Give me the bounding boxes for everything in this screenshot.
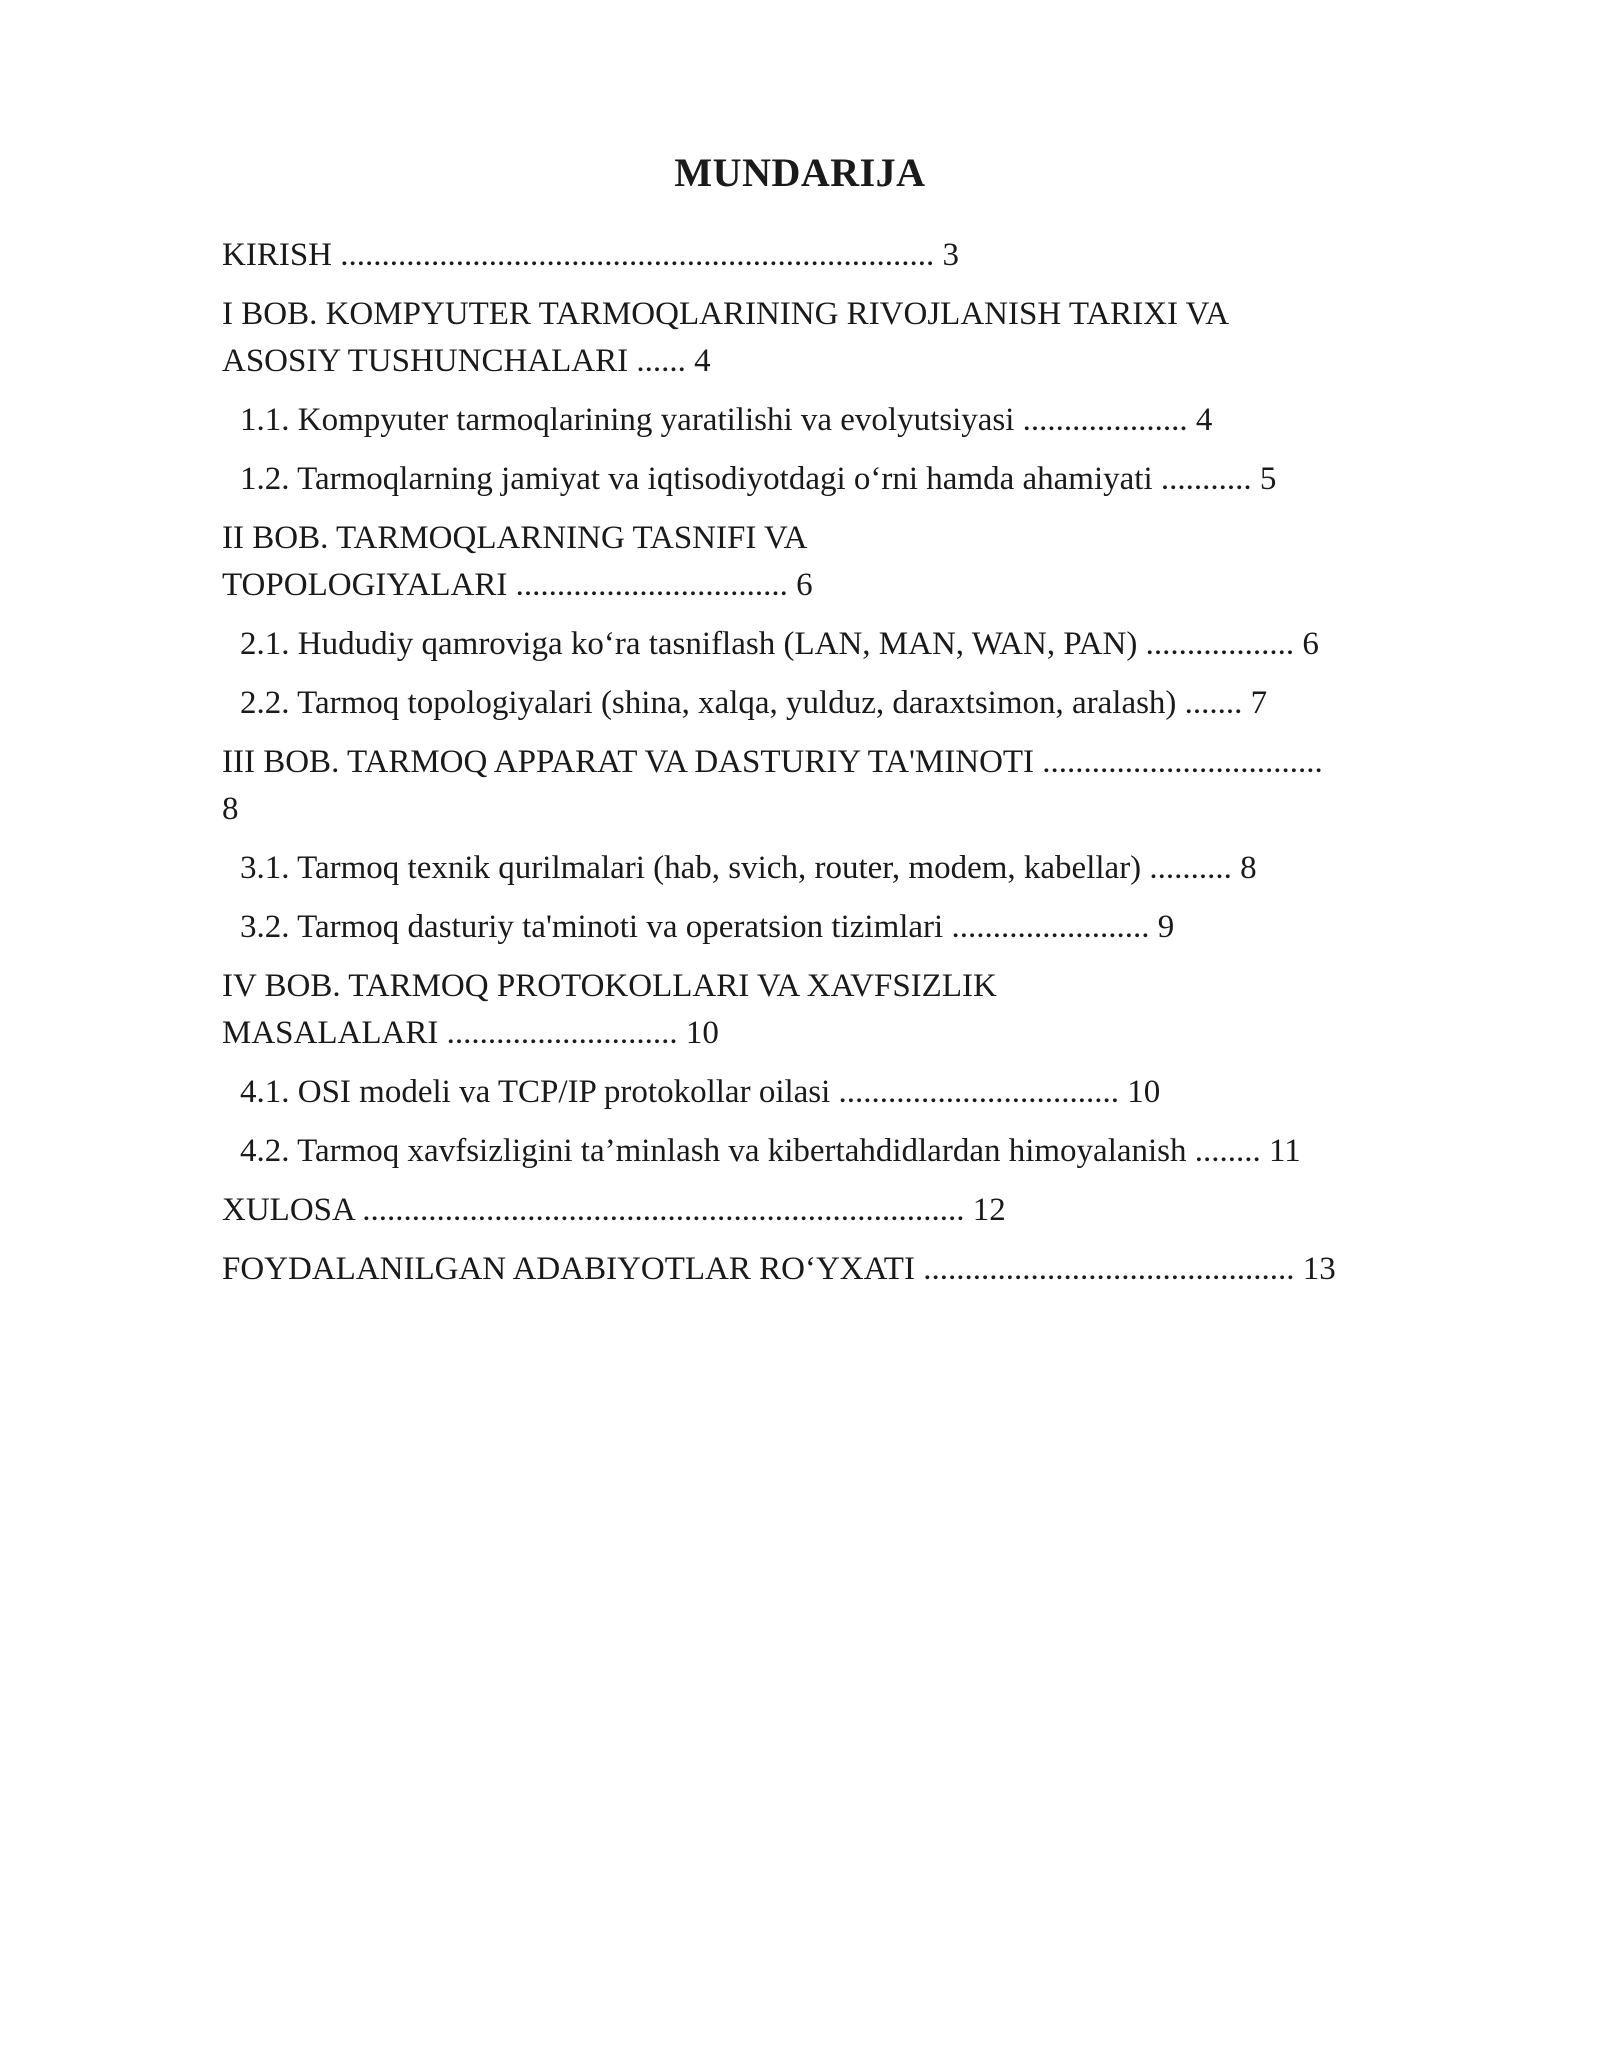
toc-entry-chapter-4: IV BOB. TARMOQ PROTOKOLLARI VA XAVFSIZLIK MASALALARI ............................ 10 bbox=[222, 968, 997, 1051]
toc-entry-references: FOYDALANILGAN ADABIYOTLAR RO‘YXATI ............................................. 13 bbox=[222, 1251, 1336, 1287]
toc-entry-section-3-1: 3.1. Tarmoq texnik qurilmalari (hab, svich, router, modem, kabellar) .......... 8 bbox=[240, 850, 1257, 886]
toc-entry-section-3-2: 3.2. Tarmoq dasturiy ta'minoti va operatsion tizimlari ........................ 9 bbox=[240, 909, 1175, 945]
page-title: MUNDARIJA bbox=[674, 150, 926, 195]
table-of-contents bbox=[222, 232, 1484, 1305]
toc-entry-section-1-2: 1.2. Tarmoqlarning jamiyat va iqtisodiyotdagi o‘rni hamda ahamiyati ........... 5 bbox=[240, 461, 1277, 497]
toc-entry-section-4-2: 4.2. Tarmoq xavfsizligini ta’minlash va kibertahdidlardan himoyalanish ........ 11 bbox=[240, 1133, 1301, 1169]
toc-entry-chapter-3: III BOB. TARMOQ APPARAT VA DASTURIY TA'MINOTI .................................. 8 bbox=[222, 744, 1323, 827]
toc-entry-kirish: KIRISH ........................................................................ 3 bbox=[222, 237, 960, 273]
toc-entry-section-4-1: 4.1. OSI modeli va TCP/IP protokollar oilasi .................................. 10 bbox=[240, 1074, 1161, 1110]
toc-entry-chapter-1: I BOB. KOMPYUTER TARMOQLARINING RIVOJLANISH TARIXI VA ASOSIY TUSHUNCHALARI ...... 4 bbox=[222, 296, 1230, 379]
toc-entry-section-2-2: 2.2. Tarmoq topologiyalari (shina, xalqa, yulduz, daraxtsimon, aralash) ....... 7 bbox=[240, 685, 1268, 721]
toc-entry-chapter-2: II BOB. TARMOQLARNING TASNIFI VA TOPOLOGIYALARI ................................. 6 bbox=[222, 520, 813, 603]
toc-entry-xulosa: XULOSA ......................................................................... 12 bbox=[222, 1192, 1006, 1228]
toc-entry-section-2-1: 2.1. Hududiy qamroviga ko‘ra tasniflash (LAN, MAN, WAN, PAN) .................. 6 bbox=[240, 626, 1319, 662]
toc-entry-section-1-1: 1.1. Kompyuter tarmoqlarining yaratilishi va evolyutsiyasi .................... 4 bbox=[240, 402, 1213, 438]
